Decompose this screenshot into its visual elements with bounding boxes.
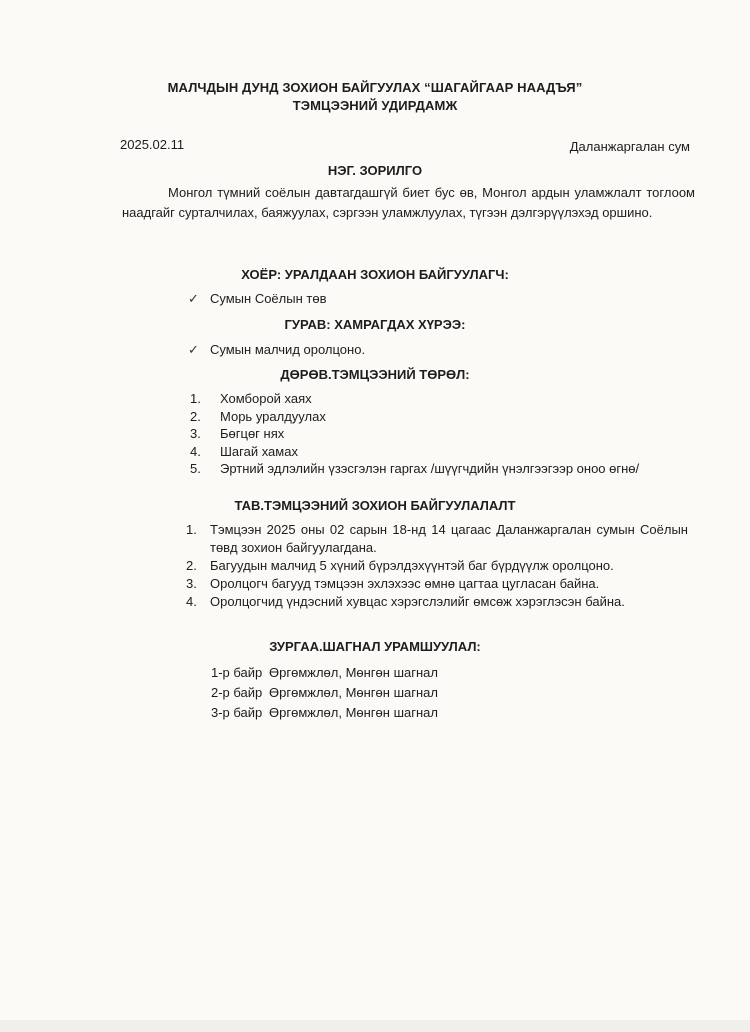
section4-heading: ДӨРӨВ.ТЭМЦЭЭНИЙ ТӨРӨЛ: xyxy=(280,367,470,382)
section5-list xyxy=(186,521,696,611)
list-item: 3. Оролцогч багууд тэмцээн эхлэхээс өмнө цагтаа цугласан байна. xyxy=(186,576,600,591)
checkmark-icon: ✓ xyxy=(188,342,199,357)
document-location: Даланжаргалан сум xyxy=(569,139,690,154)
section5-heading: ТАВ.ТЭМЦЭЭНИЙ ЗОХИОН БАЙГУУЛАЛАЛТ xyxy=(234,498,516,513)
prize-row: 3-р байр Өргөмжлөл, Мөнгөн шагнал xyxy=(211,705,438,720)
prize-row: 2-р байр Өргөмжлөл, Мөнгөн шагнал xyxy=(211,685,438,700)
section2-item xyxy=(188,291,326,307)
list-item: 2. Багуудын малчид 5 хүний бүрэлдэхүүнтэй баг бүрдүүлж оролцоно. xyxy=(186,558,614,573)
checkmark-icon: ✓ xyxy=(188,291,199,306)
document-title-line1: МАЛЧДЫН ДУНД ЗОХИОН БАЙГУУЛАХ “ШАГАЙГААР НААДЪЯ” xyxy=(167,80,583,95)
section1-text: Монгол түмний соёлын давтагдашгүй биет бус өв, Монгол ардын уламжлалт тоглоом наадгайг сурталчилах, баяжуулах, сэргээн уламжлуулах, түгээн дэлгэрүүлэхэд оршино. xyxy=(122,185,695,220)
section2-heading: ХОЁР: УРАЛДААН ЗОХИОН БАЙГУУЛАГЧ: xyxy=(241,267,509,282)
prize-row: 1-р байр Өргөмжлөл, Мөнгөн шагнал xyxy=(211,665,438,680)
section1-heading: НЭГ. ЗОРИЛГО xyxy=(327,163,423,178)
document-page: МАЛЧДЫН ДУНД ЗОХИОН БАЙГУУЛАХ “ШАГАЙГААР НААДЪЯ” ТЭМЦЭЭНИЙ УДИРДАМЖ 2025.02.11 Даланжаргалан сум НЭГ. ЗОРИЛГО Монгол түмний соёлын давтагдашгүй биет бус өв, Монгол ардын уламжлалт тоглоом наадгайг сурталчилах, баяжуулах, сэргээн уламжлуулах, түгээн дэлгэрүүлэхэд оршино. ХОЁР: УРАЛДААН ЗОХИОН БАЙГУУЛАГЧ: ✓ Сумын Соёлын төв ГУРАВ: ХАМРАГДАХ ХҮРЭЭ: ✓ Сумын малчид оролцоно. ДӨРӨВ.ТЭМЦЭЭНИЙ ТӨРӨЛ: 1. Хомборой хаях 2. Морь уралдуулах 3. Бөгцөг нях 4. Шагай хамах 5. Эртний эдлэлийн үзэсгэлэн гаргах /шүүгчдийн үнэлгээгээр оноо өгнө/ ТАВ.ТЭМЦЭЭНИЙ ЗОХИОН БАЙГУУЛАЛАЛТ 1. Тэмцээн 2025 оны 02 сарын 18-нд 14 цагаас Даланжаргалан сумын Соёлын төвд зохион байгуулагдана. 2. Багуудын малчид 5 хүний бүрэлдэхүүнтэй баг бүрдүүлж оролцоно. 3. Оролцогч багууд тэмцээн эхлэхээс өмнө цагтаа цугласан байна. 4. Оролцогчид үндэсний хувцас хэрэгслэлийг өмсөж хэрэглэсэн байна. ЗУРГАА.ШАГНАЛ УРАМШУУЛАЛ: 1-р байр Өргөмжлөл, Мөнгөн шагнал 2-р байр Өргөмжлөл, Мөнгөн шагнал 3-р байр Өргөмжлөл, Мөнгөн шагнал xyxy=(0,0,750,1032)
document-date: 2025.02.11 xyxy=(120,137,185,152)
list-item: 1. Тэмцээн 2025 оны 02 сарын 18-нд 14 цагаас Даланжаргалан сумын Соёлын төвд зохион байгуулагдана. xyxy=(186,522,688,555)
section3-item-text: Сумын малчид оролцоно. xyxy=(210,342,366,357)
list-item: 4. Оролцогчид үндэсний хувцас хэрэгслэлийг өмсөж хэрэглэсэн байна. xyxy=(186,594,625,609)
document-title-line2: ТЭМЦЭЭНИЙ УДИРДАМЖ xyxy=(292,98,458,113)
scan-edge xyxy=(0,1020,750,1032)
section3-item xyxy=(188,342,365,358)
section3-heading: ГУРАВ: ХАМРАГДАХ ХҮРЭЭ: xyxy=(284,317,466,332)
section2-item-text: Сумын Соёлын төв xyxy=(210,291,327,306)
section6-heading: ЗУРГАА.ШАГНАЛ УРАМШУУЛАЛ: xyxy=(269,639,481,654)
